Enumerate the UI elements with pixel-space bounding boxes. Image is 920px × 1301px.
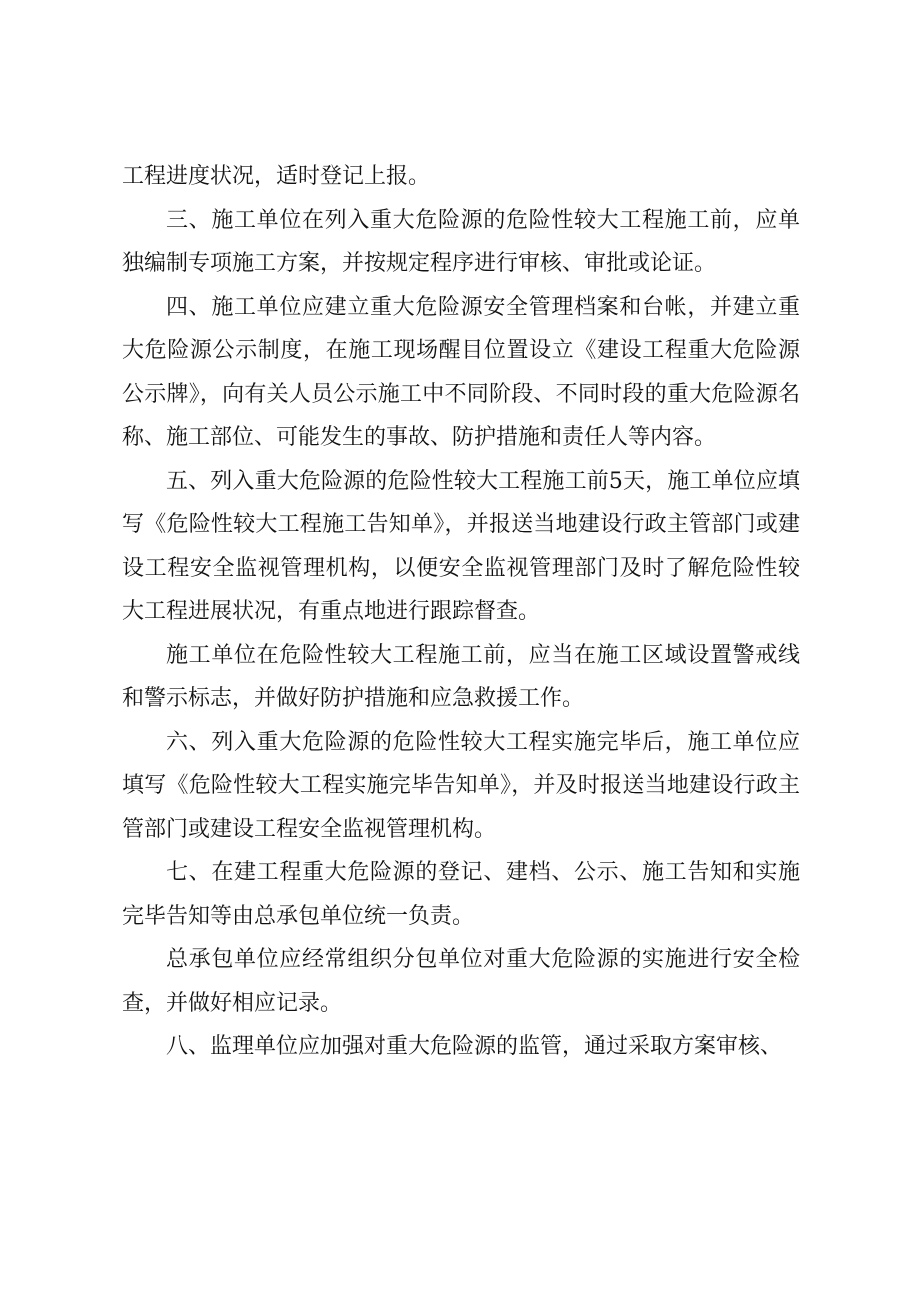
paragraph-item-5: 五、列入重大危险源的危险性较大工程施工前5天，施工单位应填写《危险性较大工程施工告知单》，并报送当地建设行政主管部门或建设工程安全监视管理机构，以便安全监视管理部门及时了解危险性较大工程进展状况，有重点地进行跟踪督查。 bbox=[122, 468, 800, 624]
paragraph-item-6: 六、列入重大危险源的危险性较大工程实施完毕后，施工单位应填写《危险性较大工程实施完毕告知单》，并及时报送当地建设行政主管部门或建设工程安全监视管理机构。 bbox=[122, 729, 800, 842]
paragraph-item-3: 三、施工单位在列入重大危险源的危险性较大工程施工前，应单独编制专项施工方案，并按规定程序进行审核、审批或论证。 bbox=[122, 207, 800, 276]
document-body bbox=[122, 155, 800, 1069]
paragraph-continued-progress: 工程进度状况，适时登记上报。 bbox=[122, 164, 431, 189]
paragraph-item-7: 七、在建工程重大危险源的登记、建档、公示、施工告知和实施完毕告知等由总承包单位统一负责。 bbox=[122, 860, 800, 929]
paragraph-general-contractor: 总承包单位应经常组织分包单位对重大危险源的实施进行安全检查，并做好相应记录。 bbox=[122, 947, 800, 1016]
paragraph-item-8: 八、监理单位应加强对重大危险源的监管，通过采取方案审核、 bbox=[166, 1034, 783, 1059]
paragraph-warning-line: 施工单位在危险性较大工程施工前，应当在施工区域设置警戒线和警示标志，并做好防护措施和应急救援工作。 bbox=[122, 642, 800, 711]
paragraph-item-4: 四、施工单位应建立重大危险源安全管理档案和台帐，并建立重大危险源公示制度，在施工现场醒目位置设立《建设工程重大危险源公示牌》，向有关人员公示施工中不同阶段、不同时段的重大危险源名称、施工部位、可能发生的事故、防护措施和责任人等内容。 bbox=[122, 294, 800, 450]
